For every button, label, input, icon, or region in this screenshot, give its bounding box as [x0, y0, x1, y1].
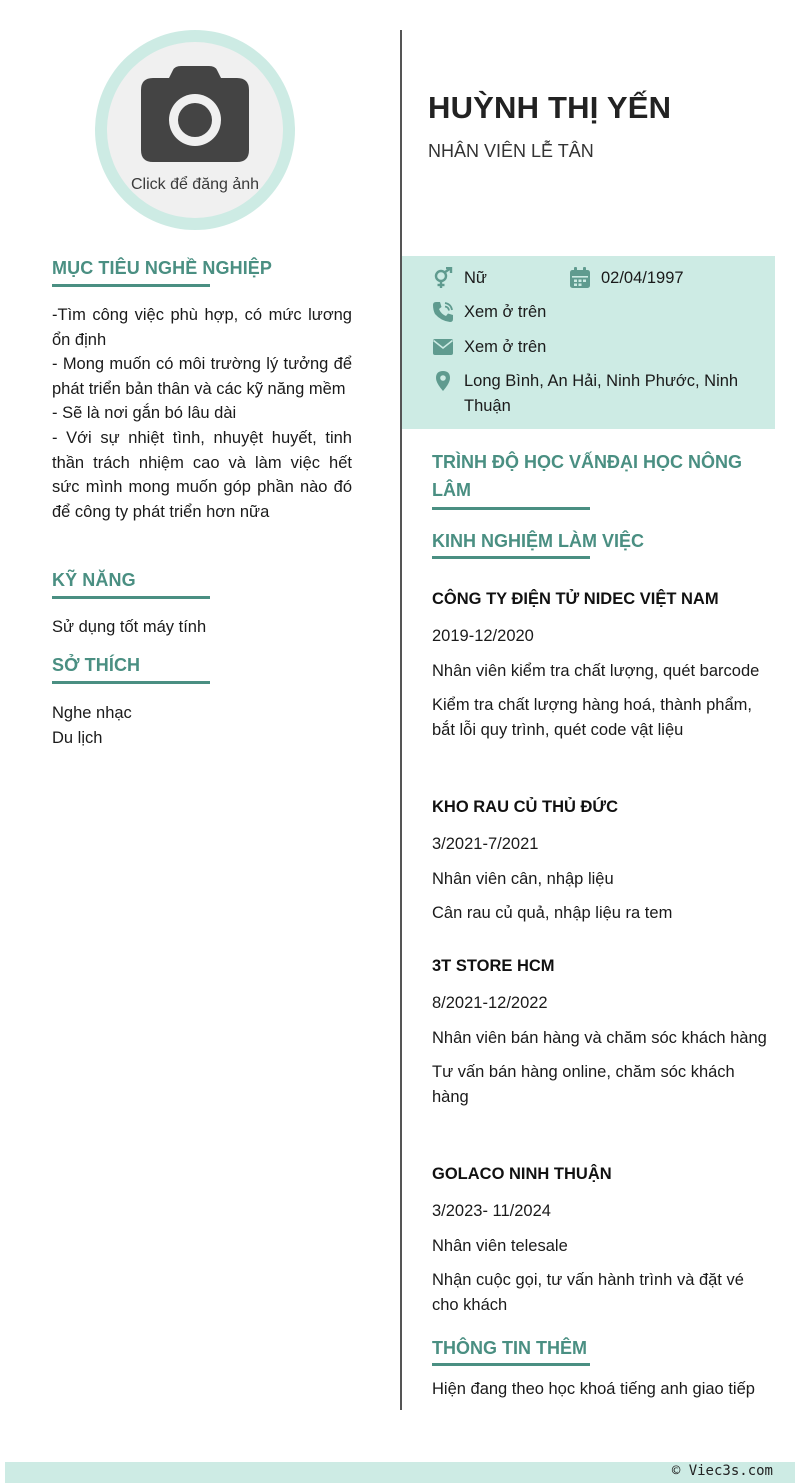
objective-line: - Với sự nhiệt tình, nhuyệt huyết, tinh thần trách nhiệm cao và làm việc hết sức mình mong muốn góp phần nào đó để công ty phát triển hơn nữa	[52, 428, 352, 521]
address-value: Long Bình, An Hải, Ninh Phước, Ninh Thuận	[464, 372, 739, 415]
skill-item: Sử dụng tốt máy tính	[52, 618, 207, 636]
job-description: Cân rau củ quả, nhập liệu ra tem	[432, 904, 673, 923]
skills-title: KỸ NĂNG	[52, 570, 136, 590]
additional-section	[432, 1334, 772, 1402]
job-period: 8/2021-12/2022	[432, 994, 548, 1012]
job-entry	[432, 957, 772, 1109]
experience-underline	[432, 556, 590, 559]
camera-icon	[141, 66, 249, 162]
education-title: TRÌNH ĐỘ HỌC VẤNĐẠI HỌC NÔNG LÂM	[432, 452, 742, 500]
job-entry	[432, 1165, 772, 1317]
hobbies-underline	[52, 681, 210, 684]
job-position: Nhân viên cân, nhập liệu	[432, 869, 614, 888]
gender-icon	[432, 267, 454, 289]
job-period: 3/2021-7/2021	[432, 835, 539, 853]
avatar[interactable]	[95, 30, 295, 230]
objective-text	[52, 303, 352, 524]
objective-line: - Sẽ là nơi gắn bó lâu dài	[52, 404, 237, 423]
job-position: Nhân viên telesale	[432, 1236, 568, 1255]
gender-value: Nữ	[464, 269, 487, 287]
hobbies-section	[52, 655, 352, 750]
footer-watermark: © Viec3s.com	[671, 1463, 773, 1479]
contact-box	[402, 256, 775, 429]
additional-text: Hiện đang theo học khoá tiếng anh giao tiếp	[432, 1380, 755, 1398]
objective-line: - Mong muốn có môi trường lý tưởng để phát triển bản thân và các kỹ năng mềm	[52, 355, 352, 398]
column-divider	[400, 30, 402, 1410]
job-period: 2019-12/2020	[432, 627, 534, 645]
objective-section	[52, 258, 352, 524]
skills-section	[52, 570, 352, 640]
job-entry	[432, 590, 772, 742]
phone-icon	[432, 301, 454, 323]
skills-underline	[52, 596, 210, 599]
company-name: 3T STORE HCM	[432, 957, 555, 975]
avatar-caption[interactable]: Click để đăng ảnh	[130, 176, 260, 193]
job-position: Nhân viên bán hàng và chăm sóc khách hàng	[432, 1028, 767, 1047]
company-name: GOLACO NINH THUẬN	[432, 1165, 612, 1183]
objective-line: -Tìm công việc phù hợp, có mức lương ổn định	[52, 306, 352, 349]
hobby-item: Du lịch	[52, 728, 103, 747]
birthday-row	[569, 266, 684, 291]
education-underline	[432, 507, 590, 510]
experience-title: KINH NGHIỆM LÀM VIỆC	[432, 531, 645, 551]
avatar-placeholder[interactable]	[107, 42, 283, 218]
hobbies-title: SỞ THÍCH	[52, 655, 141, 675]
gender-row	[432, 266, 487, 291]
objective-title: MỤC TIÊU NGHỀ NGHIỆP	[52, 258, 273, 278]
phone-value: Xem ở trên	[464, 303, 547, 321]
job-description: Nhận cuộc gọi, tư vấn hành trình và đặt vé cho khách	[432, 1271, 744, 1314]
hobby-item: Nghe nhạc	[52, 704, 132, 722]
email-value: Xem ở trên	[464, 338, 547, 356]
envelope-icon	[432, 336, 454, 358]
job-entry	[432, 798, 772, 926]
company-name: KHO RAU CỦ THỦ ĐỨC	[432, 798, 619, 816]
experience-section	[432, 527, 772, 559]
company-name: CÔNG TY ĐIỆN TỬ NIDEC VIỆT NAM	[432, 590, 719, 608]
email-row	[432, 335, 546, 360]
location-pin-icon	[432, 370, 454, 392]
additional-title: THÔNG TIN THÊM	[432, 1338, 587, 1358]
job-title: NHÂN VIÊN LỄ TÂN	[428, 141, 594, 161]
calendar-icon	[569, 267, 591, 289]
additional-underline	[432, 1363, 590, 1366]
job-description: Tư vấn bán hàng online, chăm sóc khách hàng	[432, 1063, 735, 1106]
objective-underline	[52, 284, 210, 287]
job-description: Kiểm tra chất lượng hàng hoá, thành phẩm, bắt lỗi quy trình, quét code vật liệu	[432, 696, 752, 739]
candidate-name: HUỲNH THỊ YẾN	[428, 90, 672, 125]
job-position: Nhân viên kiểm tra chất lượng, quét barcode	[432, 661, 760, 680]
address-row	[432, 369, 752, 418]
education-section	[432, 448, 752, 510]
birthday-value: 02/04/1997	[601, 269, 684, 287]
job-period: 3/2023- 11/2024	[432, 1202, 551, 1220]
phone-row	[432, 300, 546, 325]
